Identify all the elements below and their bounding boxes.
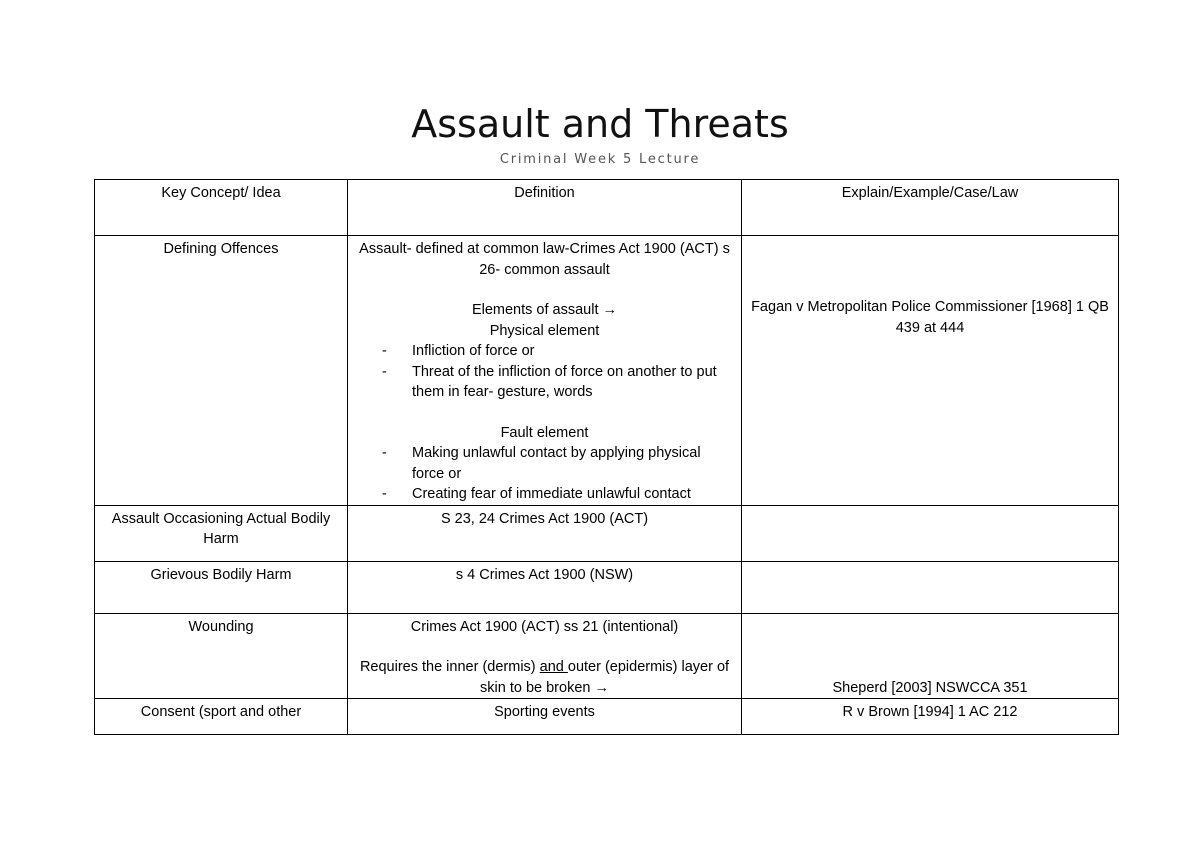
definition-cell xyxy=(348,613,742,699)
table-row xyxy=(95,561,1119,613)
page-title: Assault and Threats xyxy=(411,102,789,146)
column-header-example: Explain/Example/Case/Law xyxy=(742,180,1119,236)
concept-cell: Consent (sport and other xyxy=(95,699,348,735)
column-header-definition: Definition xyxy=(348,180,742,236)
definition-cell: Sporting events xyxy=(348,699,742,735)
definition-line: Crimes Act 1900 (ACT) ss 21 (intentional) xyxy=(410,618,679,635)
elements-heading: Elements of assault → xyxy=(471,302,618,318)
definition-intro: Assault- defined at common law-Crimes Act 1900 (ACT) s 26- common assault xyxy=(359,241,730,278)
example-cell: Fagan v Metropolitan Police Commissioner [1968] 1 QB 439 at 444 xyxy=(742,236,1119,506)
example-cell: Sheperd [2003] NSWCCA 351 xyxy=(742,613,1119,699)
table-row xyxy=(95,613,1119,699)
example-cell: R v Brown [1994] 1 AC 212 xyxy=(742,699,1119,735)
notes-table xyxy=(94,179,1119,735)
table-row xyxy=(95,236,1119,506)
fault-element-heading: Fault element xyxy=(500,424,589,441)
list-item: - Infliction of force or xyxy=(354,341,735,362)
concept-cell: Assault Occasioning Actual Bodily Harm xyxy=(95,505,348,561)
concept-cell: Grievous Bodily Harm xyxy=(95,561,348,613)
concept-cell: Defining Offences xyxy=(95,236,348,506)
bullet-dash: - xyxy=(382,486,387,502)
bullet-dash: - xyxy=(382,363,387,380)
table-header-row xyxy=(95,180,1119,236)
definition-cell xyxy=(348,236,742,506)
example-cell xyxy=(742,505,1119,561)
bullet-dash: - xyxy=(382,445,387,461)
definition-line: Requires the inner (dermis) and outer (epidermis) layer of skin to be broken → xyxy=(359,659,730,696)
underlined-word: and xyxy=(539,659,568,675)
column-header-concept: Key Concept/ Idea xyxy=(95,180,348,236)
bullet-dash: - xyxy=(382,343,387,359)
concept-cell: Wounding xyxy=(95,613,348,699)
table-row xyxy=(95,699,1119,735)
list-item: - Threat of the infliction of force on another to put them in fear- gesture, words xyxy=(354,362,735,403)
definition-cell: S 23, 24 Crimes Act 1900 (ACT) xyxy=(348,505,742,561)
table-row xyxy=(95,505,1119,561)
list-item: - Making unlawful contact by applying physical force or xyxy=(354,443,735,484)
physical-element-heading: Physical element xyxy=(489,322,600,339)
definition-cell: s 4 Crimes Act 1900 (NSW) xyxy=(348,561,742,613)
page-subtitle: Criminal Week 5 Lecture xyxy=(499,152,701,167)
list-item: - Creating fear of immediate unlawful contact xyxy=(354,484,735,505)
example-cell xyxy=(742,561,1119,613)
